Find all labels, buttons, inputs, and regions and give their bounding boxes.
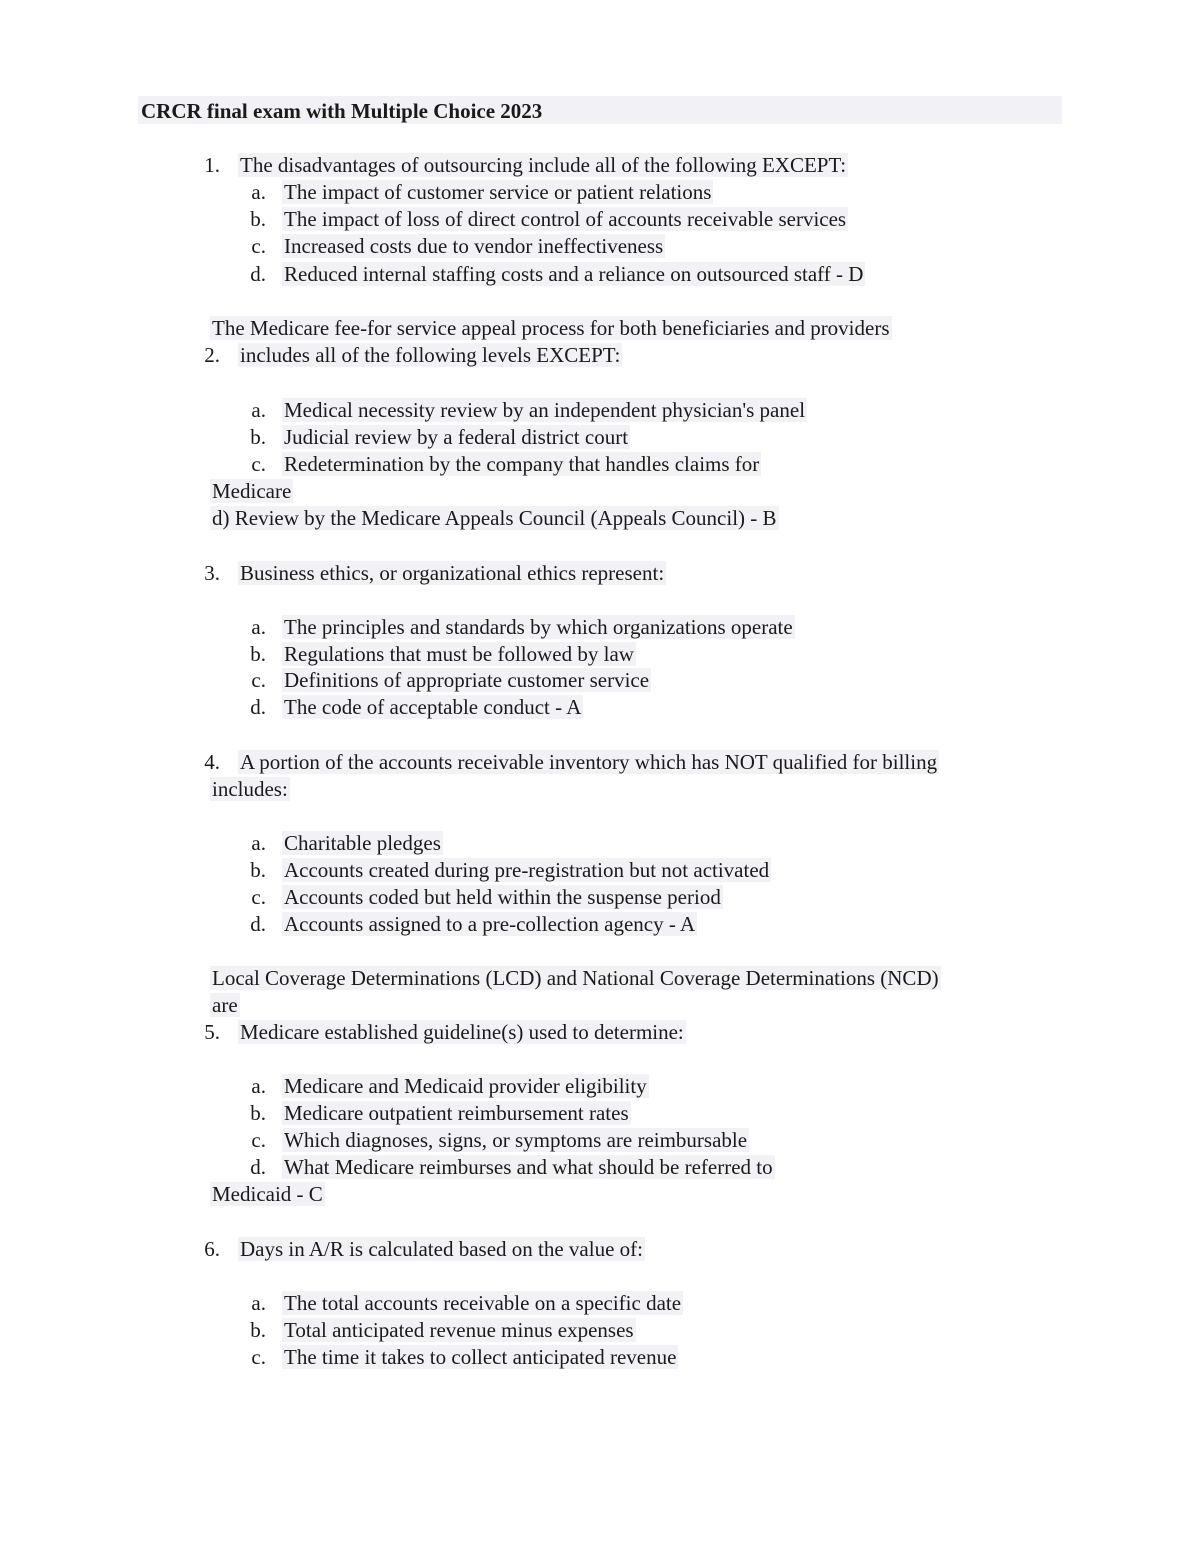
q4-option-b: Accounts created during pre-registration but not activated: [284, 858, 770, 882]
q4-option-c: Accounts coded but held within the suspense period: [284, 885, 721, 909]
q3-option-a: The principles and standards by which organizations operate: [284, 615, 793, 639]
q3-option-c-letter: c.: [251, 668, 266, 692]
q4-option-c-letter: c.: [251, 885, 266, 909]
q4-option-a-letter: a.: [251, 831, 266, 855]
q2-option-a: Medical necessity review by an independent physician's panel: [284, 398, 806, 422]
q4-option-d: Accounts assigned to a pre-collection agency - A: [284, 912, 696, 936]
q2-option-c-letter: c.: [251, 452, 266, 476]
document-title: CRCR final exam with Multiple Choice 2023: [141, 99, 543, 123]
q1-option-c-letter: c.: [251, 234, 266, 258]
q2-option-d: d) Review by the Medicare Appeals Council (Appeals Council) - B: [212, 506, 777, 530]
q2-option-c: Redetermination by the company that handles claims for: [284, 452, 760, 476]
q4-number: 4.: [204, 750, 220, 774]
q6-option-b-letter: b.: [250, 1318, 266, 1342]
q4-option-b-letter: b.: [250, 858, 266, 882]
q5-number: 5.: [204, 1020, 220, 1044]
q4-continuation: includes:: [212, 777, 288, 801]
q6-option-c-letter: c.: [251, 1345, 266, 1369]
q2-option-c-continuation: Medicare: [212, 479, 292, 503]
q5-option-c: Which diagnoses, signs, or symptoms are reimbursable: [284, 1128, 748, 1152]
q2-option-b-letter: b.: [250, 425, 266, 449]
q2-lead: The Medicare fee-for service appeal process for both beneficiaries and providers: [212, 316, 890, 340]
q5-option-d-letter: d.: [250, 1155, 266, 1179]
q5-option-a: Medicare and Medicaid provider eligibility: [284, 1074, 647, 1098]
q2-option-b: Judicial review by a federal district court: [284, 425, 629, 449]
q5-text: Medicare established guideline(s) used to determine:: [240, 1020, 684, 1044]
q5-option-c-letter: c.: [251, 1128, 266, 1152]
q2-text: includes all of the following levels EXCEPT:: [240, 343, 621, 367]
q6-option-c: The time it takes to collect anticipated revenue: [284, 1345, 677, 1369]
q3-text: Business ethics, or organizational ethics represent:: [240, 561, 665, 585]
q3-number: 3.: [204, 561, 220, 585]
q5-option-a-letter: a.: [251, 1074, 266, 1098]
q3-option-d: The code of acceptable conduct - A: [284, 695, 582, 719]
q1-option-a: The impact of customer service or patient relations: [284, 180, 712, 204]
q5-lead: Local Coverage Determinations (LCD) and National Coverage Determinations (NCD): [212, 966, 939, 990]
q1-option-a-letter: a.: [251, 180, 266, 204]
q3-option-c: Definitions of appropriate customer service: [284, 668, 650, 692]
q3-option-d-letter: d.: [250, 695, 266, 719]
q1-option-d: Reduced internal staffing costs and a reliance on outsourced staff - D: [284, 262, 864, 286]
q5-lead-continuation: are: [212, 993, 238, 1017]
q6-text: Days in A/R is calculated based on the value of:: [240, 1237, 643, 1261]
q4-text: A portion of the accounts receivable inventory which has NOT qualified for billing: [240, 750, 938, 774]
q2-option-a-letter: a.: [251, 398, 266, 422]
q1-number: 1.: [204, 153, 220, 177]
q1-option-b: The impact of loss of direct control of accounts receivable services: [284, 207, 847, 231]
q5-option-b: Medicare outpatient reimbursement rates: [284, 1101, 629, 1125]
q3-option-a-letter: a.: [251, 615, 266, 639]
q1-option-c: Increased costs due to vendor ineffectiveness: [284, 234, 664, 258]
q1-option-b-letter: b.: [250, 207, 266, 231]
q5-option-d-continuation: Medicaid - C: [212, 1182, 323, 1206]
q5-option-d: What Medicare reimburses and what should be referred to: [284, 1155, 773, 1179]
q3-option-b: Regulations that must be followed by law: [284, 642, 634, 666]
q6-option-b: Total anticipated revenue minus expenses: [284, 1318, 634, 1342]
q3-option-b-letter: b.: [250, 642, 266, 666]
q1-text: The disadvantages of outsourcing include all of the following EXCEPT:: [240, 153, 847, 177]
q1-option-d-letter: d.: [250, 262, 266, 286]
q6-number: 6.: [204, 1237, 220, 1261]
q6-option-a-letter: a.: [251, 1291, 266, 1315]
q4-option-d-letter: d.: [250, 912, 266, 936]
q5-option-b-letter: b.: [250, 1101, 266, 1125]
q4-option-a: Charitable pledges: [284, 831, 441, 855]
q2-number: 2.: [204, 343, 220, 367]
q6-option-a: The total accounts receivable on a specific date: [284, 1291, 682, 1315]
